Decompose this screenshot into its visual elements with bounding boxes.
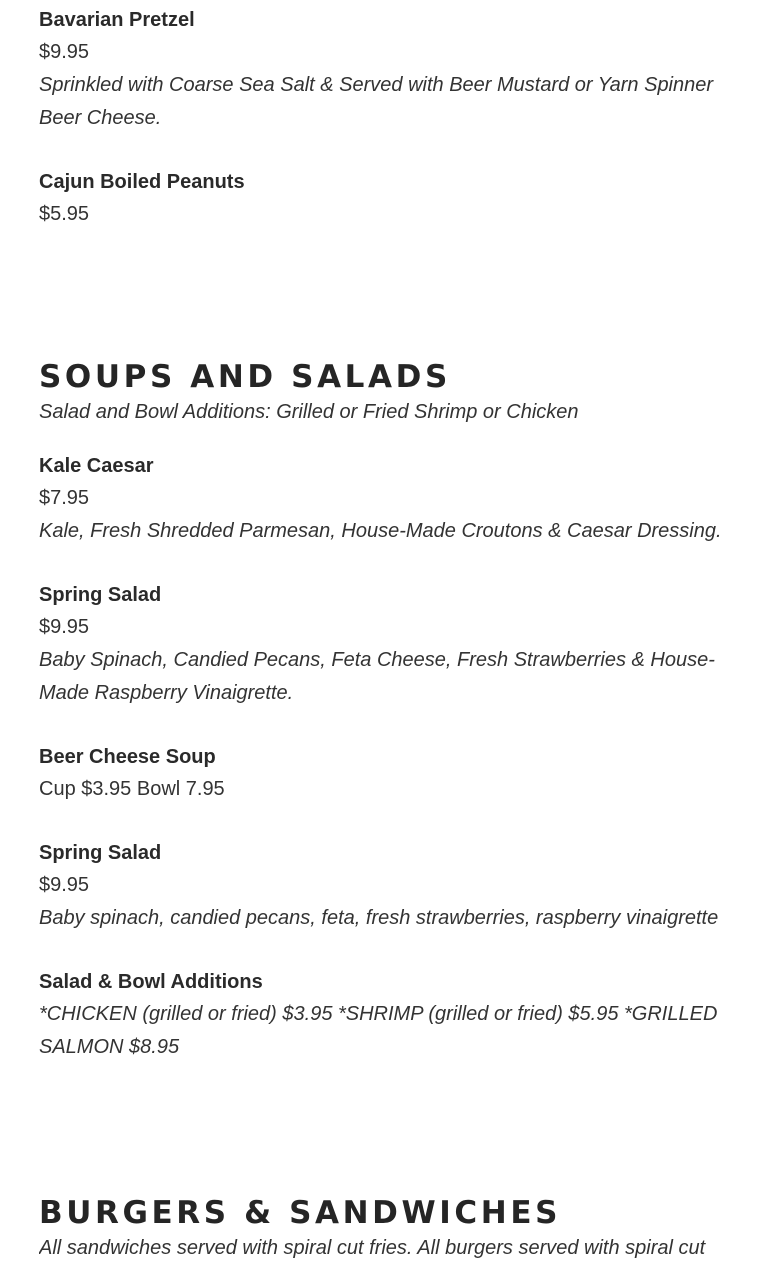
- item-price: $9.95: [39, 874, 90, 896]
- item-name: Spring Salad: [39, 584, 162, 606]
- item-description: Baby Spinach, Candied Pecans, Feta Cheese, Fresh Strawberries & House-Made Raspberry Vinaigrette.: [39, 649, 715, 704]
- section-title: BURGERS & SANDWICHES: [39, 1195, 562, 1231]
- burgers-section: [39, 1194, 729, 1286]
- item-name: Spring Salad: [39, 842, 162, 864]
- menu-item: [39, 450, 729, 548]
- menu-item: [39, 837, 729, 935]
- menu-item: [39, 4, 729, 135]
- section-note: Salad and Bowl Additions: Grilled or Fried Shrimp or Chicken: [39, 401, 579, 423]
- section-title: SOUPS AND SALADS: [39, 359, 451, 395]
- menu-item: [39, 579, 729, 710]
- item-price: $9.95: [39, 616, 90, 638]
- item-name: Kale Caesar: [39, 455, 154, 477]
- item-description: Kale, Fresh Shredded Parmesan, House-Made Croutons & Caesar Dressing.: [39, 520, 722, 542]
- menu-item: [39, 966, 729, 1064]
- item-price: $9.95: [39, 41, 90, 63]
- item-description: *CHICKEN (grilled or fried) $3.95 *SHRIMP (grilled or fried) $5.95 *GRILLED SALMON $8.95: [39, 1003, 718, 1058]
- appetizers-section: [39, 4, 729, 262]
- menu-item: [39, 166, 729, 231]
- item-price: $5.95: [39, 203, 90, 225]
- menu-item: [39, 741, 729, 806]
- soups-salads-section: [39, 358, 729, 1095]
- item-description: Baby spinach, candied pecans, feta, fresh strawberries, raspberry vinaigrette: [39, 907, 719, 929]
- section-note: All sandwiches served with spiral cut fries. All burgers served with spiral cut: [39, 1237, 706, 1259]
- item-name: Bavarian Pretzel: [39, 9, 195, 31]
- item-name: Beer Cheese Soup: [39, 746, 216, 768]
- item-price: $7.95: [39, 487, 90, 509]
- item-name: Cajun Boiled Peanuts: [39, 171, 245, 193]
- item-price: Cup $3.95 Bowl 7.95: [39, 778, 225, 800]
- item-name: Salad & Bowl Additions: [39, 971, 263, 993]
- item-description: Sprinkled with Coarse Sea Salt & Served with Beer Mustard or Yarn Spinner Beer Cheese.: [39, 74, 714, 129]
